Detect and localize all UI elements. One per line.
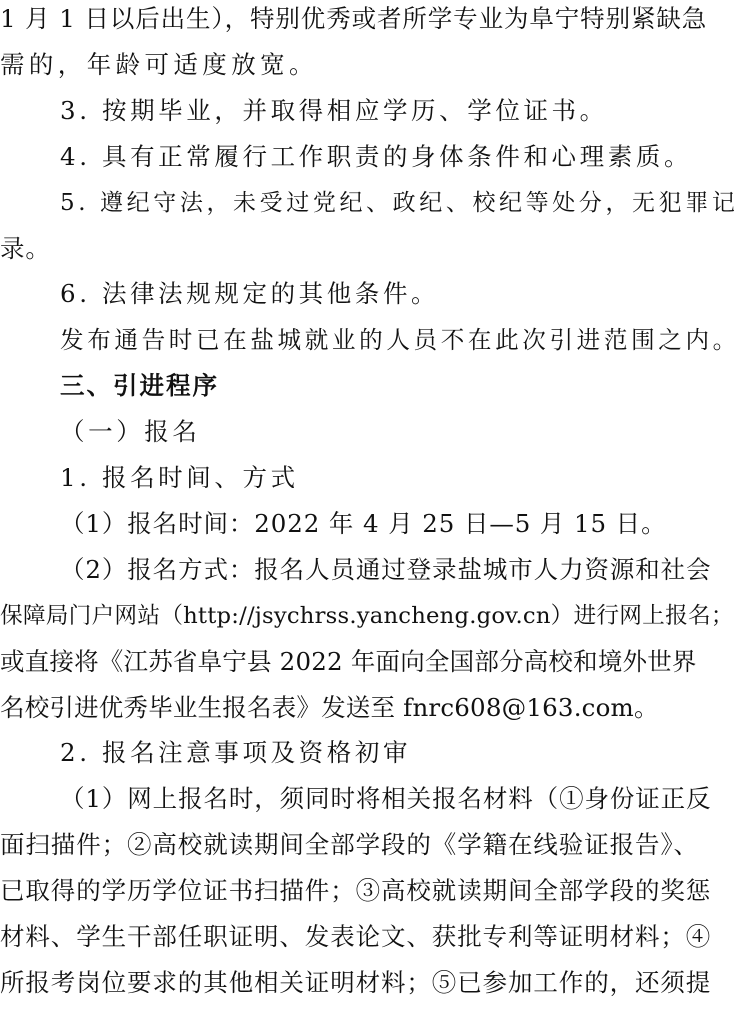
text-line: 录。 xyxy=(0,233,51,263)
text-line: 面扫描件；②高校就读期间全部学段的《学籍在线验证报告》、 xyxy=(0,830,699,860)
subsection-heading: （一）报名 xyxy=(60,417,201,447)
text-line: 材料、学生干部任职证明、发表论文、获批专利等证明材料；④ xyxy=(0,922,712,951)
text-line: 已取得的学历学位证书扫描件；③高校就读期间全部学段的奖惩 xyxy=(0,876,712,906)
text-line: 1 月 1 日以后出生），特别优秀或者所学专业为阜宁特别紧缺急 xyxy=(0,4,708,33)
list-item: 4. 具有正常履行工作职责的身体条件和心理素质。 xyxy=(60,141,693,171)
text-line: 或直接将《江苏省阜宁县 2022 年面向全国部分高校和境外世界 xyxy=(0,646,697,676)
list-item: 3. 按期毕业，并取得相应学历、学位证书。 xyxy=(60,95,608,125)
text-line: 需的，年龄可适度放宽。 xyxy=(0,49,318,79)
section-heading: 三、引进程序 xyxy=(60,371,219,401)
text-line: 所报考岗位要求的其他相关证明材料；⑤已参加工作的，还须提 xyxy=(0,967,712,997)
paragraph: 发布通告时已在盐城就业的人员不在此次引进范围之内。 xyxy=(60,326,740,355)
paragraph: （2）报名方式：报名人员通过登录盐城市人力资源和社会 xyxy=(60,554,712,584)
text-line: 保障局门户网站（http://jsychrss.yancheng.gov.cn）进行网上报名； xyxy=(0,602,734,629)
list-item: 5. 遵纪守法，未受过党纪、政纪、校纪等处分，无犯罪记 xyxy=(60,189,739,216)
subsection-heading: 2. 报名注意事项及资格初审 xyxy=(60,738,412,768)
paragraph: （1）报名时间：2022 年 4 月 25 日—5 月 15 日。 xyxy=(60,508,667,538)
text-line: 名校引进优秀毕业生报名表》发送至 fnrc608@163.com。 xyxy=(0,692,659,722)
list-item: 6. 法律法规规定的其他条件。 xyxy=(60,279,440,309)
paragraph: （1）网上报名时，须同时将相关报名材料（①身份证正反 xyxy=(60,784,712,814)
subsection-heading: 1. 报名时间、方式 xyxy=(60,463,299,492)
